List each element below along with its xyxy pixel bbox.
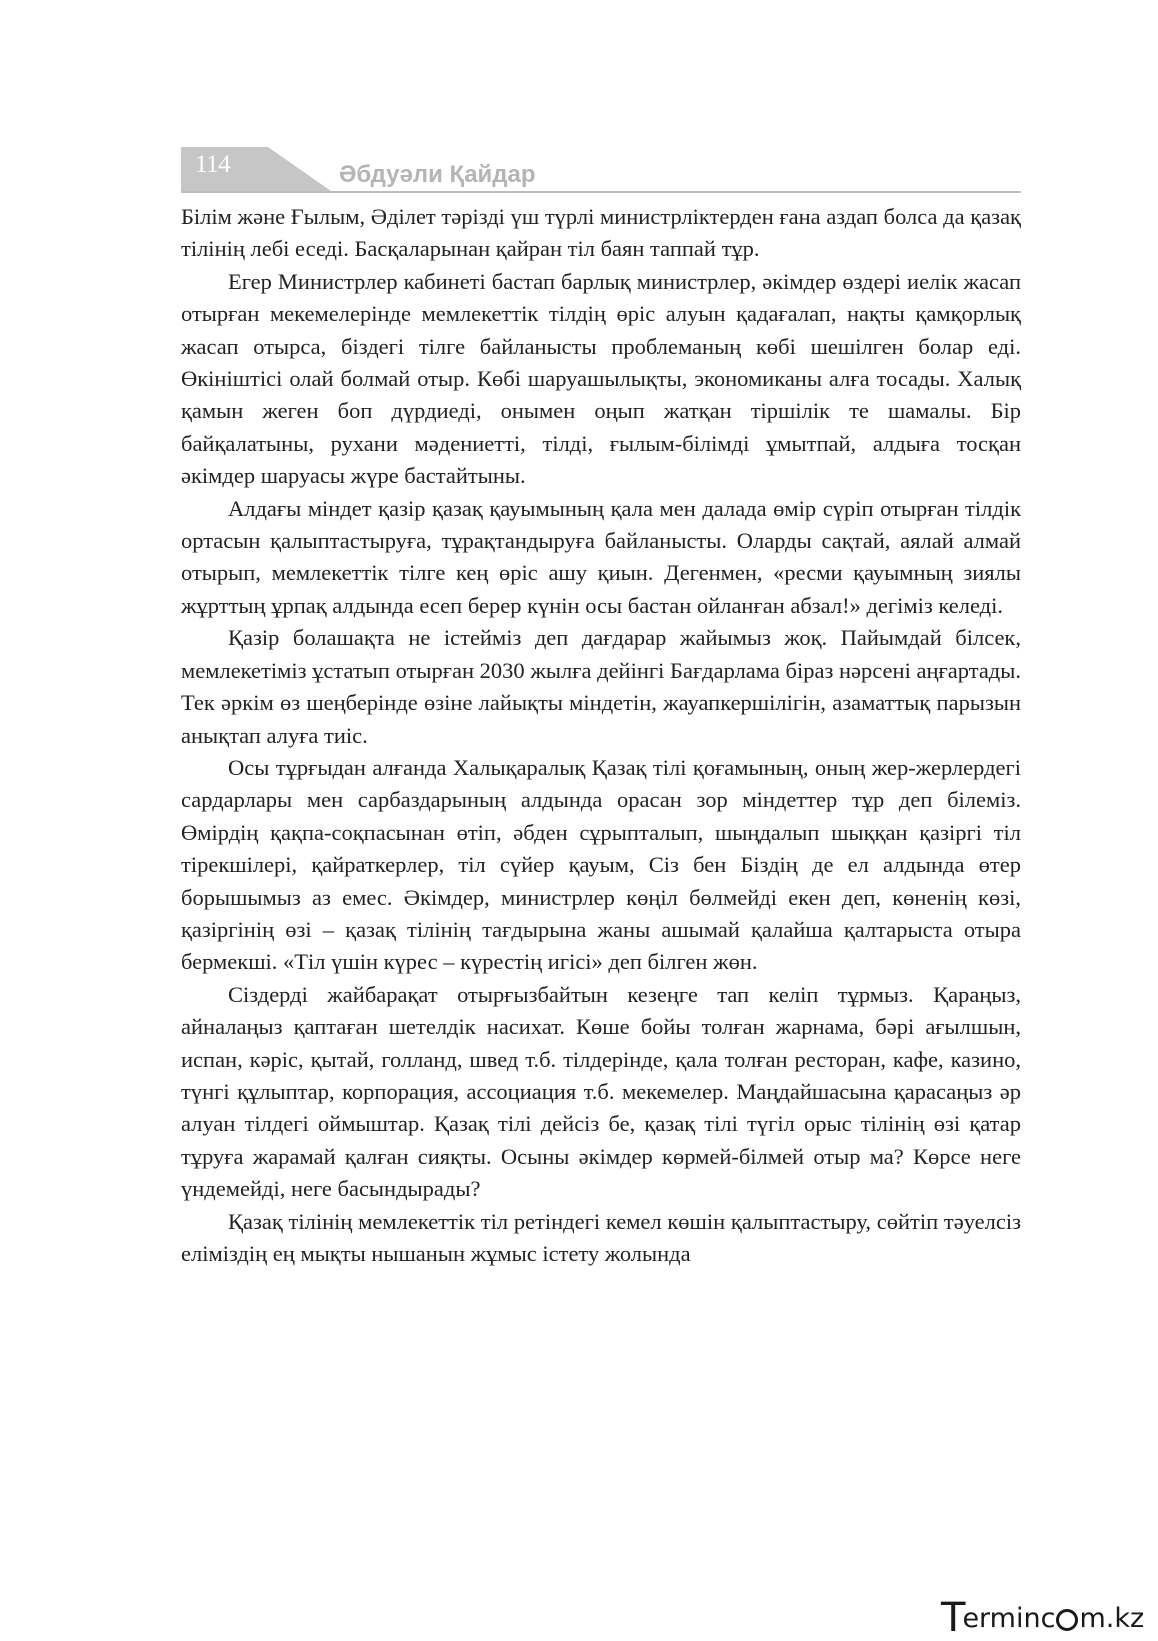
watermark-letter: T (941, 1595, 966, 1641)
page-number: 114 (195, 151, 231, 178)
site-watermark (941, 1591, 1145, 1641)
paragraph: Алдағы міндет қазір қазақ қауымының қала мен далада өмір сүріп отырған тілдік ортасын қалыптастыруға, тұрақтандыруға байланысты. Оларды сақтай, аялай алмай отырып, мемлекеттік тілге кең өріс ашу қиын. Дегенмен, «ресми қауымның зиялы жұрттың ұрпақ алдында есеп берер күнін осы бастан ойланған абзал!» дегіміз келеді. (181, 495, 1021, 618)
watermark-o-icon (1056, 1609, 1078, 1631)
paragraph: Қазақ тілінің мемлекеттік тіл ретіндегі кемел көшін қалыптастыру, сөйтіп тәуелсіз еліміздің ең мықты нышанын жұмыс істету жолында (181, 1208, 1021, 1266)
paragraph: Егер Министрлер кабинеті бастап барлық министрлер, әкімдер өздері иелік жасап отырған мекемелерінде мемлекеттік тілдің өріс алуын қадағалап, нақты қамқорлық жасап отырса, біздегі тілге байланысты проблеманың көбі шешілген болар еді. Өкініштісі олай болмай отыр. Көбі шаруашылықты, экономиканы алға тосады. Халық қамын жеген боп дүрдиеді, онымен оңып жатқан тіршілік те шамалы. Бір байқалатыны, рухани мәдениетті, тілді, ғылым-білімді ұмытпай, алдыға тосқан әкімдер шаруасы жүре бастайтыны. (181, 268, 1021, 489)
header-divider (181, 191, 1021, 193)
paragraph: Осы тұрғыдан алғанда Халықаралық Қазақ тілі қоғамының, оның жер-жерлердегі сардарлары мен сарбаздарының алдында орасан зор міндеттер тұр деп білеміз. Өмірдің қақпа-соқпасынан өтіп, әбден сұрыпталып, шыңдалып шыққан қазіргі тіл тірекшілері, қайраткерлер, тіл сүйер қауым, Сіз бен Біздің де ел алдында өтер борышымыз аз емес. Әкімдер, министрлер көңіл бөлмейді екен деп, көненің көзі, қазіргінің өзі – қазақ тілінің тағдырына жаны ашымай қалайша қалтарыста отыра бермекші. «Тіл үшін күрес – күрестің игісі» деп білген жөн. (181, 754, 1021, 975)
page-header (181, 147, 1021, 197)
paragraph: Сіздерді жайбарақат отырғызбайтын кезеңге тап келіп тұрмыз. Қараңыз, айналаңыз қаптаған шетелдік насихат. Көше бойы толған жарнама, бәрі ағылшын, испан, кәріс, қытай, голланд, швед т.б. тілдерінде, қала толған ресторан, кафе, казино, түнгі құлыптар, корпорация, ассоциация т.б. мекемелер. Маңдайшасына қарасаңыз әр алуан тілдегі оймыштар. Қазақ тілі дейсіз бе, қазақ тілі түгіл орыс тілінің өзі қатар тұруға жарамай қалған сияқты. Осыны әкімдер көрмей-білмей отыр ма? Көрсе неге үндемейді, неге басындырады? (181, 981, 1021, 1202)
body-text (181, 201, 1021, 1270)
running-head-author: Әбдуәли Қайдар (339, 161, 536, 188)
watermark-domain: m.kz (1079, 1603, 1145, 1634)
watermark-text: erminc (962, 1603, 1056, 1634)
paragraph: Білім және Ғылым, Әділет тәрізді үш түрлі министрліктерден ғана аздап болса да қазақ тілінің лебі еседі. Басқаларынан қайран тіл баян таппай тұр. (181, 204, 1021, 262)
paragraph: Қазір болашақта не істейміз деп дағдарар жайымыз жоқ. Пайымдай білсек, мемлекетіміз ұстатып отырған 2030 жылға дейінгі Бағдарлама біраз нәрсені аңғартады. Тек әркім өз шеңберінде өзіне лайықты міндетін, жауапкершілігін, азаматтық парызын анықтап алуға тиіс. (181, 625, 1021, 748)
